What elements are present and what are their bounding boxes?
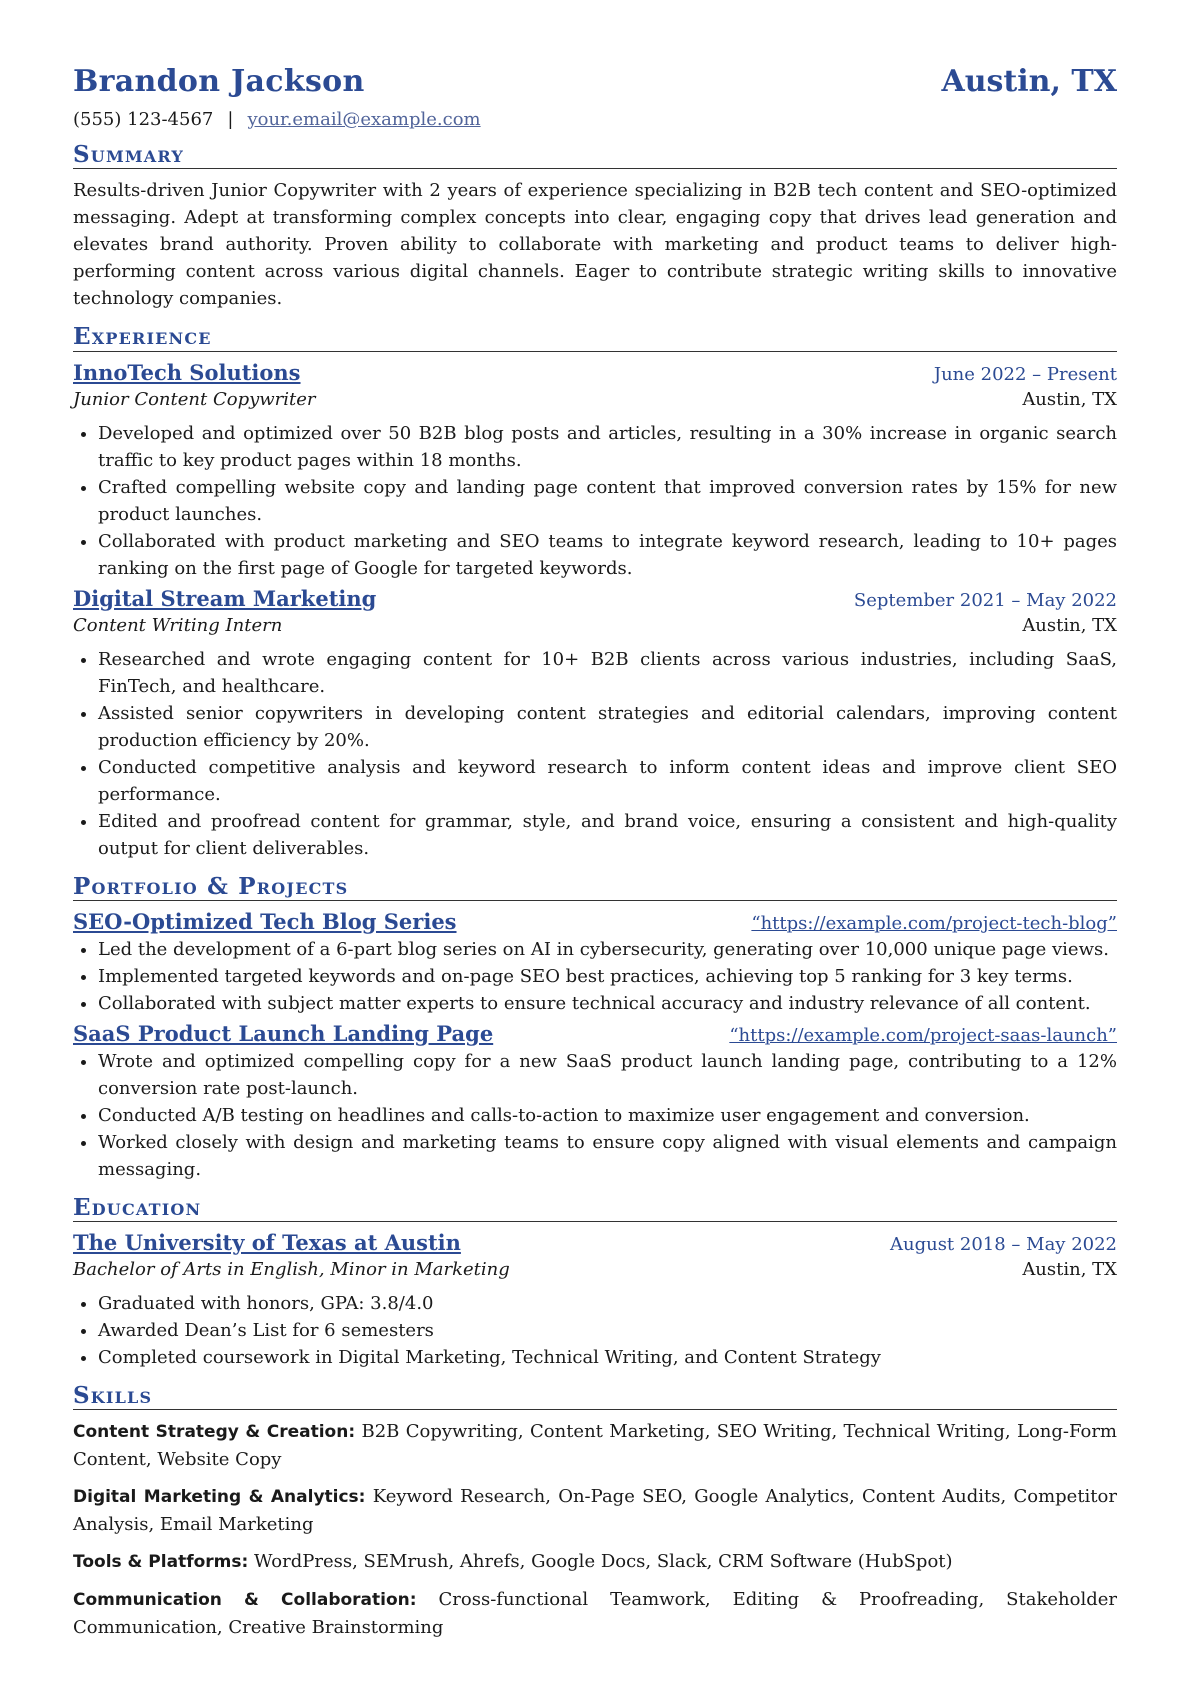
entry-subheader bbox=[73, 615, 1117, 636]
project-entry bbox=[73, 1021, 1117, 1183]
section-title-skills: Skills bbox=[73, 1383, 1117, 1410]
entry-header bbox=[73, 1230, 1117, 1255]
entry-header bbox=[73, 1021, 1117, 1046]
bullet-item: • Researched and wrote engaging content for 10+ B2B clients across various industries, including SaaS, FinTech, and healthcare. bbox=[98, 646, 1117, 700]
bullet-item: • Conducted A/B testing on headlines and calls-to-action to maximize user engagement and conversion. bbox=[98, 1102, 1117, 1129]
skill-items: WordPress, SEMrush, Ahrefs, Google Docs, Slack, CRM Software (HubSpot) bbox=[254, 1551, 953, 1573]
job-title: Content Writing Intern bbox=[73, 614, 283, 636]
section-title-experience: Experience bbox=[73, 324, 1117, 351]
resume-header bbox=[73, 64, 1117, 99]
bullet-item: • Completed coursework in Digital Marketing, Technical Writing, and Content Strategy bbox=[98, 1344, 1117, 1371]
skill-items: Keyword Research, On-Page SEO, Google Analytics, Content Audits, Competitor Analysis, Email Marketing bbox=[73, 1486, 1117, 1536]
education-dates: August 2018 – May 2022 bbox=[889, 1234, 1117, 1256]
education-bullets bbox=[73, 1290, 1117, 1371]
skill-group bbox=[73, 1548, 1117, 1576]
company-link[interactable]: InnoTech Solutions bbox=[73, 359, 301, 385]
section-title-education: Education bbox=[73, 1195, 1117, 1222]
summary-text: Results-driven Junior Copywriter with 2 years of experience specializing in B2B tech content and SEO-optimized messaging. Adept at transforming complex concepts into clear, engaging copy that drives lead generation and elevates brand authority. Proven ability to collaborate with marketing and product teams to deliver high-performing content across various digital channels. Eager to contribute strategic writing skills to innovative technology companies. bbox=[73, 180, 1117, 310]
education-entry bbox=[73, 1230, 1117, 1371]
section-title-projects: Portfolio & Projects bbox=[73, 874, 1117, 901]
project-bullets bbox=[73, 936, 1117, 1017]
entry-subheader bbox=[73, 389, 1117, 410]
candidate-location: Austin, TX bbox=[941, 64, 1117, 99]
bullet-item: • Collaborated with product marketing and SEO teams to integrate keyword research, leading to 10+ pages ranking on the first page of Google for targeted keywords. bbox=[98, 528, 1117, 582]
entry-header bbox=[73, 586, 1117, 611]
education-section bbox=[73, 1195, 1117, 1371]
skill-items: Cross-functional Teamwork, Editing & Proofreading, Stakeholder Communication, Creative Brainstorming bbox=[73, 1589, 1117, 1639]
contact-line bbox=[73, 109, 1117, 130]
skill-group bbox=[73, 1586, 1117, 1641]
email-link[interactable]: your.email@example.com bbox=[247, 109, 481, 130]
bullet-item: • Awarded Dean’s List for 6 semesters bbox=[98, 1317, 1117, 1344]
skill-category: Communication & Collaboration: bbox=[73, 1590, 417, 1611]
job-location: Austin, TX bbox=[1022, 614, 1117, 636]
bullet-item: • Graduated with honors, GPA: 3.8/4.0 bbox=[98, 1290, 1117, 1317]
school-link[interactable]: The University of Texas at Austin bbox=[73, 1230, 461, 1256]
bullet-item: • Conducted competitive analysis and keyword research to inform content ideas and improve client SEO performance. bbox=[98, 754, 1117, 808]
bullet-item: • Edited and proofread content for grammar, style, and brand voice, ensuring a consistent and high-quality output for client deliverables. bbox=[98, 808, 1117, 862]
experience-entry bbox=[73, 360, 1117, 582]
skills-section bbox=[73, 1383, 1117, 1641]
experience-section bbox=[73, 324, 1117, 861]
entry-header bbox=[73, 360, 1117, 385]
bullet-item: • Crafted compelling website copy and landing page content that improved conversion rates by 15% for new product launches. bbox=[98, 474, 1117, 528]
bullet-item: • Developed and optimized over 50 B2B blog posts and articles, resulting in a 30% increase in organic search traffic to key product pages within 18 months. bbox=[98, 420, 1117, 474]
job-dates: September 2021 – May 2022 bbox=[853, 589, 1117, 611]
school-location: Austin, TX bbox=[1022, 1259, 1117, 1281]
skill-group bbox=[73, 1418, 1117, 1473]
section-title-summary: Summary bbox=[73, 142, 1117, 169]
project-name-link[interactable]: SaaS Product Launch Landing Page bbox=[73, 1020, 494, 1046]
contact-separator: | bbox=[227, 109, 234, 130]
project-url-link[interactable]: “https://example.com/project-tech-blog” bbox=[751, 912, 1117, 934]
summary-section bbox=[73, 142, 1117, 312]
entry-header bbox=[73, 909, 1117, 934]
job-bullets bbox=[73, 420, 1117, 582]
skill-category: Digital Marketing & Analytics: bbox=[73, 1487, 366, 1508]
bullet-item: • Worked closely with design and marketing teams to ensure copy aligned with visual elements and campaign messaging. bbox=[98, 1129, 1117, 1183]
skill-group bbox=[73, 1483, 1117, 1538]
degree: Bachelor of Arts in English, Minor in Marketing bbox=[73, 1259, 510, 1281]
bullet-item: • Collaborated with subject matter experts to ensure technical accuracy and industry relevance of all content. bbox=[98, 990, 1117, 1017]
company-link[interactable]: Digital Stream Marketing bbox=[73, 585, 377, 611]
bullet-item: • Wrote and optimized compelling copy for a new SaaS product launch landing page, contributing to a 12% conversion rate post-launch. bbox=[98, 1048, 1117, 1102]
skill-items: B2B Copywriting, Content Marketing, SEO Writing, Technical Writing, Long-Form Content, Website Copy bbox=[73, 1421, 1117, 1471]
bullet-item: • Led the development of a 6-part blog series on AI in cybersecurity, generating over 10,000 unique page views. bbox=[98, 936, 1117, 963]
project-bullets bbox=[73, 1048, 1117, 1183]
phone-number: (555) 123-4567 bbox=[73, 109, 214, 130]
project-url-link[interactable]: “https://example.com/project-saas-launch” bbox=[729, 1024, 1117, 1046]
skill-category: Tools & Platforms: bbox=[73, 1552, 249, 1573]
experience-entry bbox=[73, 586, 1117, 862]
project-entry bbox=[73, 909, 1117, 1017]
job-bullets bbox=[73, 646, 1117, 862]
job-title: Junior Content Copywriter bbox=[73, 388, 316, 410]
skill-category: Content Strategy & Creation: bbox=[73, 1422, 356, 1443]
job-dates: June 2022 – Present bbox=[933, 363, 1117, 385]
candidate-name: Brandon Jackson bbox=[73, 64, 365, 99]
project-name-link[interactable]: SEO-Optimized Tech Blog Series bbox=[73, 908, 457, 934]
bullet-item: • Implemented targeted keywords and on-page SEO best practices, achieving top 5 ranking for 3 key terms. bbox=[98, 963, 1117, 990]
projects-section bbox=[73, 874, 1117, 1183]
bullet-item: • Assisted senior copywriters in developing content strategies and editorial calendars, improving content production efficiency by 20%. bbox=[98, 700, 1117, 754]
entry-subheader bbox=[73, 1259, 1117, 1280]
job-location: Austin, TX bbox=[1022, 388, 1117, 410]
